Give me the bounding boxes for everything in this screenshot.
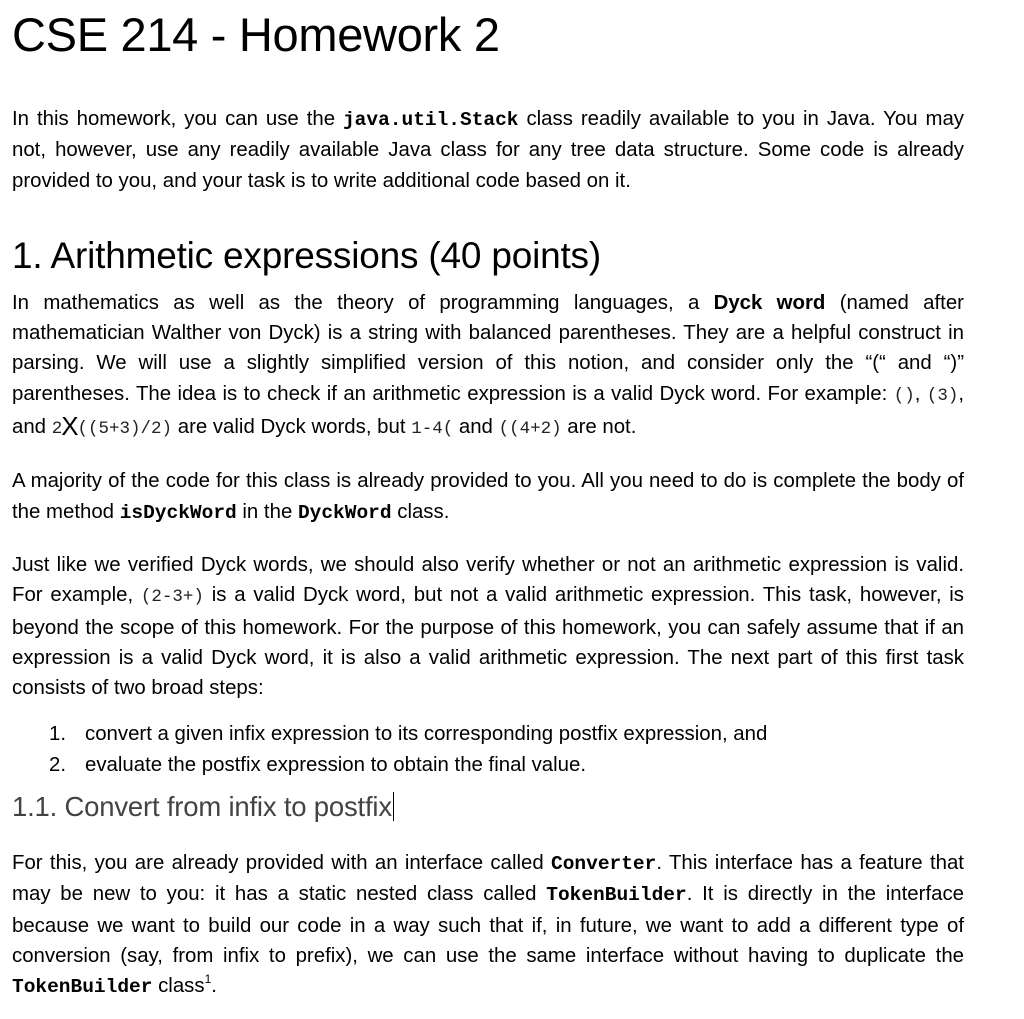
example-3-prefix: 2 bbox=[51, 419, 63, 440]
majority-text-2: in the bbox=[236, 500, 298, 523]
converter-text-1: For this, you are already provided with an interface called bbox=[12, 852, 552, 875]
invalid-example-2: ((4+2) bbox=[498, 419, 562, 440]
intro-text-2: class readily available to you in Java. You may not, however, use any readily available Java class for any tree data structure. Some code is already provided to you, and your task is to write additional code based on it. bbox=[12, 108, 964, 192]
dyck-word-paragraph bbox=[12, 288, 964, 444]
majority-text-1: A majority of the code for this class is already provided to you. All you need to do is complete the body of the method bbox=[12, 470, 964, 523]
dyck-text-3: , and bbox=[12, 382, 964, 439]
steps-list bbox=[12, 719, 964, 780]
subsection-heading-text: 1.1. Convert from infix to postfix bbox=[12, 791, 392, 823]
text-cursor bbox=[393, 792, 395, 821]
subsection-heading-infix-postfix[interactable] bbox=[12, 792, 964, 848]
code-isdyckword: isDyckWord bbox=[119, 501, 237, 524]
dyck-text-2: (named after mathematician Walther von Dyck) is a string with balanced parentheses. They are a helpful construct in parsing. We will use a slightly simplified version of this notion, and consider only the “(“ and “)” parentheses. The idea is to check if an arithmetic expression is a valid Dyck word. For example: bbox=[12, 291, 964, 405]
list-item-number: 1. bbox=[49, 723, 67, 746]
verify-text-2: is a valid Dyck word, but not a valid arithmetic expression. This task, however, is beyond the scope of this homework. For the purpose of this homework, you can safely assume that if an expression is a valid Dyck word, it is also a valid arithmetic expression. The next part of this first task consists of two broad steps: bbox=[12, 584, 964, 700]
verify-expression-paragraph bbox=[12, 550, 964, 703]
example-3-body: ((5+3)/2) bbox=[77, 419, 173, 440]
verify-text-1: Just like we verified Dyck words, we should also verify whether or not an arithmetic expression is valid. For example, bbox=[12, 553, 964, 607]
code-dyckword: DyckWord bbox=[297, 501, 392, 524]
example-separator: , bbox=[914, 382, 927, 405]
code-converter: Converter bbox=[551, 853, 657, 876]
dyck-text-5: and bbox=[453, 416, 499, 439]
converter-text-5: . bbox=[211, 975, 217, 998]
converter-text-2: . This interface has a feature that may be new to you: it has a static nested class called bbox=[12, 852, 964, 906]
list-item-text: convert a given infix expression to its corresponding postfix expression, and bbox=[85, 723, 768, 746]
converter-paragraph bbox=[12, 848, 964, 1002]
example-invalid-arithmetic: (2-3+) bbox=[140, 587, 204, 608]
majority-code-paragraph bbox=[12, 466, 964, 528]
list-item bbox=[12, 750, 964, 780]
multiplication-cross-mark: X bbox=[61, 411, 79, 442]
code-tokenbuilder-2: TokenBuilder bbox=[12, 976, 153, 999]
section-heading-arithmetic: 1. Arithmetic expressions (40 points) bbox=[12, 234, 601, 276]
dyck-word-term: Dyck word bbox=[713, 291, 826, 314]
dyck-text-4: are valid Dyck words, but bbox=[172, 416, 412, 439]
majority-text-3: class. bbox=[391, 500, 450, 523]
list-item-text: evaluate the postfix expression to obtain the final value. bbox=[85, 753, 587, 776]
intro-text-1: In this homework, you can use the bbox=[12, 108, 343, 130]
list-item-number: 2. bbox=[49, 753, 67, 776]
intro-paragraph bbox=[12, 104, 964, 196]
document-title: CSE 214 - Homework 2 bbox=[12, 8, 500, 61]
code-java-util-stack: java.util.Stack bbox=[342, 109, 519, 131]
example-2: (3) bbox=[926, 385, 959, 406]
converter-text-4: class bbox=[152, 975, 205, 998]
footnote-marker[interactable]: 1 bbox=[204, 972, 212, 987]
list-item bbox=[12, 719, 964, 749]
code-tokenbuilder: TokenBuilder bbox=[546, 884, 687, 907]
dyck-text-1: In mathematics as well as the theory of programming languages, a bbox=[12, 291, 714, 314]
example-1: () bbox=[893, 385, 915, 406]
invalid-example-1: 1-4( bbox=[411, 419, 454, 440]
dyck-text-6: are not. bbox=[561, 416, 637, 439]
converter-text-3: . It is directly in the interface because we want to build our code in a way such that if, in future, we want to add a different type of conversion (say, from infix to prefix), we can use the same interface without having to duplicate the bbox=[12, 883, 964, 967]
